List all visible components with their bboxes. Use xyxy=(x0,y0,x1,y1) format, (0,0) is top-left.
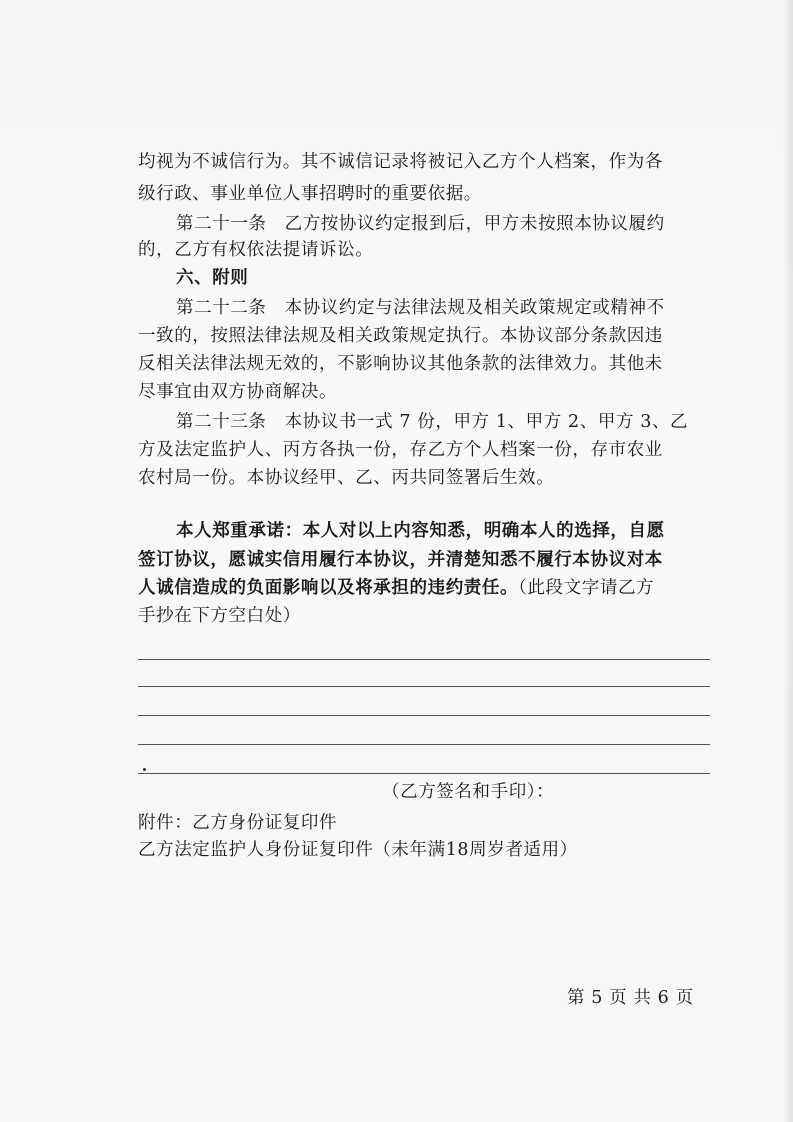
article-22-line: 第二十二条 本协议约定与法律法规及相关政策规定或精神不 xyxy=(176,298,665,318)
handwriting-line xyxy=(138,715,710,716)
section-heading: 六、附则 xyxy=(176,268,249,288)
attachment-line: 附件：乙方身份证复印件 xyxy=(138,813,338,833)
handwriting-line xyxy=(138,686,710,687)
paragraph-line: 一致的，按照法律法规及相关政策规定执行。本协议部分条款因违 xyxy=(138,326,663,346)
pledge-line: 本人郑重承诺：本人对以上内容知悉，明确本人的选择，自愿 xyxy=(176,521,665,541)
handwriting-line xyxy=(138,773,710,774)
page-number: 第 5 页 共 6 页 xyxy=(567,988,694,1008)
pledge-instruction-line: 手抄在下方空白处） xyxy=(138,606,301,626)
pledge-line: 签订协议，愿诚实信用履行本协议，并清楚知悉不履行本协议对本 xyxy=(138,550,663,570)
paragraph-line: 级行政、事业单位人事招聘时的重要依据。 xyxy=(138,184,482,204)
scan-edge-shadow xyxy=(783,0,793,1122)
pledge-line xyxy=(138,576,654,600)
article-21-line: 第二十一条 乙方按协议约定报到后，甲方未按照本协议履约 xyxy=(176,214,665,234)
handwriting-line xyxy=(138,659,710,660)
article-23-line: 第二十三条 本协议书一式 7 份，甲方 1、甲方 2、甲方 3、乙 xyxy=(176,412,689,432)
pledge-instruction-text: （此段文字请乙方 xyxy=(518,578,655,598)
handwriting-line xyxy=(138,744,710,745)
paragraph-line: 尽事宜由双方协商解决。 xyxy=(138,382,338,402)
paragraph-line: 反相关法律法规无效的，不影响协议其他条款的法律效力。其他未 xyxy=(138,354,663,374)
pledge-bold-text: 人诚信造成的负面影响以及将承担的违约责任。 xyxy=(138,578,519,598)
paragraph-line: 均视为不诚信行为。其不诚信记录将被记入乙方个人档案，作为各 xyxy=(138,152,663,172)
signature-label: （乙方签名和手印）： xyxy=(382,782,555,802)
ink-dot xyxy=(143,768,146,771)
paragraph-line: 方及法定监护人、丙方各执一份，存乙方个人档案一份，存市农业 xyxy=(138,440,663,460)
attachment-line: 乙方法定监护人身份证复印件（未年满18周岁者适用） xyxy=(138,840,578,860)
paragraph-line: 农村局一份。本协议经甲、乙、丙共同签署后生效。 xyxy=(138,468,555,488)
paragraph-line: 的，乙方有权依法提请诉讼。 xyxy=(138,240,374,260)
